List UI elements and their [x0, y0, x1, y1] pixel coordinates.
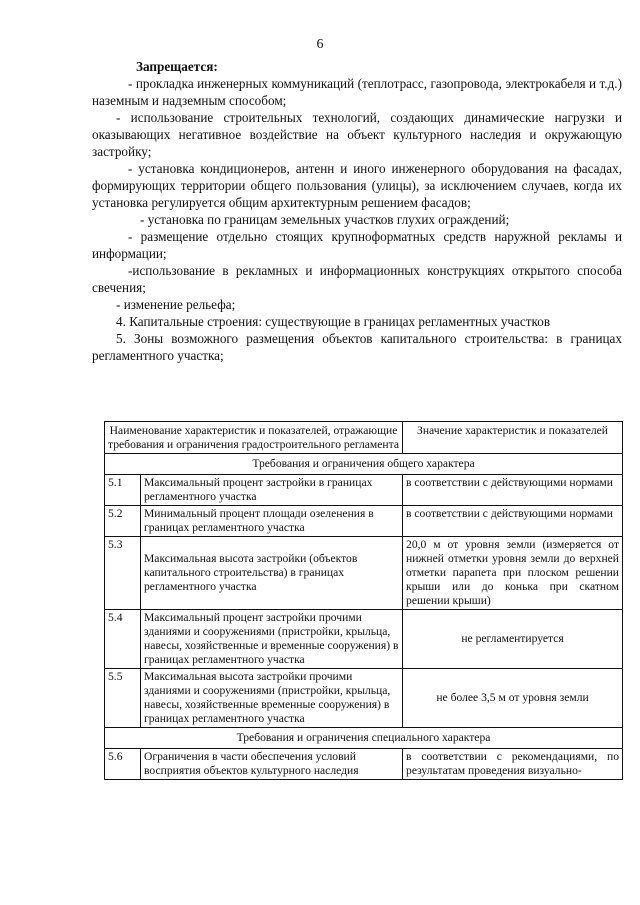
- row-number: 5.2: [105, 506, 141, 537]
- row-name: Максимальный процент застройки в границах регламентного участка: [141, 475, 403, 506]
- prohibition-item-technologies: - использование строительных технологий, создающих динамические нагрузки и оказывающих негативное воздействие на объект культурного наследия и окружающую застройку;: [92, 110, 622, 159]
- row-number: 5.6: [105, 749, 141, 780]
- row-name: Минимальный процент площади озеленения в границах регламентного участка: [141, 506, 403, 537]
- row-name: Ограничения в части обеспечения условий восприятия объектов культурного наследия: [141, 749, 403, 780]
- row-number: 5.4: [105, 610, 141, 669]
- section-5-placement-zones: 5. Зоны возможного размещения объектов капитального строительства: в границах регламентного участка;: [92, 331, 622, 363]
- prohibition-item-utilities: - прокладка инженерных коммуникаций (теплотрасс, газопровода, электрокабеля и т.д.) наземным и надземным способом;: [92, 76, 622, 108]
- section-title-special: Требования и ограничения специального характера: [105, 728, 623, 749]
- row-value: не более 3,5 м от уровня земли: [403, 669, 623, 728]
- prohibition-item-lighting: -использование в рекламных и информационных конструкциях открытого способа свечения;: [92, 263, 622, 295]
- prohibition-item-fences: - установка по границам земельных участков глухих ограждений;: [140, 212, 510, 227]
- row-number: 5.1: [105, 475, 141, 506]
- section-title-general: Требования и ограничения общего характера: [105, 454, 623, 475]
- row-number: 5.3: [105, 537, 141, 610]
- table-row: [105, 506, 623, 537]
- prohibition-item-relief: - изменение рельефа;: [116, 297, 236, 312]
- section-row-special: [105, 728, 623, 749]
- table-row: [105, 610, 623, 669]
- document-body: [92, 58, 622, 364]
- row-value: не регламентируется: [403, 610, 623, 669]
- row-value: в соответствии с рекомендациями, по результатам проведения визуально-: [403, 749, 623, 780]
- table-row: [105, 475, 623, 506]
- row-name: Максимальная высота застройки прочими зданиями и сооружениями (пристройки, крыльца, навесы, хозяйственные временные сооружения) в границах регламентного участка: [141, 669, 403, 728]
- prohibited-heading: Запрещается:: [136, 59, 218, 74]
- row-number: 5.5: [105, 669, 141, 728]
- row-name: Максимальная высота застройки (объектов капитального строительства) в границах регламентного участка: [141, 537, 403, 610]
- section-4-capital-buildings: 4. Капитальные строения: существующие в границах регламентных участков: [116, 314, 551, 329]
- table-row: [105, 669, 623, 728]
- row-value: в соответствии с действующими нормами: [403, 506, 623, 537]
- section-row-general: [105, 454, 623, 475]
- page-number: 6: [316, 37, 324, 52]
- prohibition-item-advertising: - размещение отдельно стоящих крупноформатных средств наружной рекламы и информации;: [92, 229, 622, 261]
- row-value: в соответствии с действующими нормами: [403, 475, 623, 506]
- row-name: Максимальный процент застройки прочими зданиями и сооружениями (пристройки, крыльца, навесы, хозяйственные и временные сооружения) в границах регламентного участка: [141, 610, 403, 669]
- regulation-table: [104, 421, 623, 780]
- table-row: [105, 537, 623, 610]
- header-name-cell: Наименование характеристик и показателей, отражающие требования и ограничения градостроительного регламента: [105, 422, 403, 454]
- table-header-row: [105, 422, 623, 454]
- table-row: [105, 749, 623, 780]
- header-value-cell: Значение характеристик и показателей: [403, 422, 623, 454]
- prohibition-item-equipment: - установка кондиционеров, антенн и иного инженерного оборудования на фасадах, формирующих территории общего пользования (улицы), за исключением случаев, когда их установка регулируется общим архитектурным решением фасадов;: [92, 161, 622, 210]
- row-value: 20,0 м от уровня земли (измеряется от нижней отметки уровня земли до верхней отметки парапета при плоском решении крыши или до конька при скатном решении крыши): [403, 537, 623, 610]
